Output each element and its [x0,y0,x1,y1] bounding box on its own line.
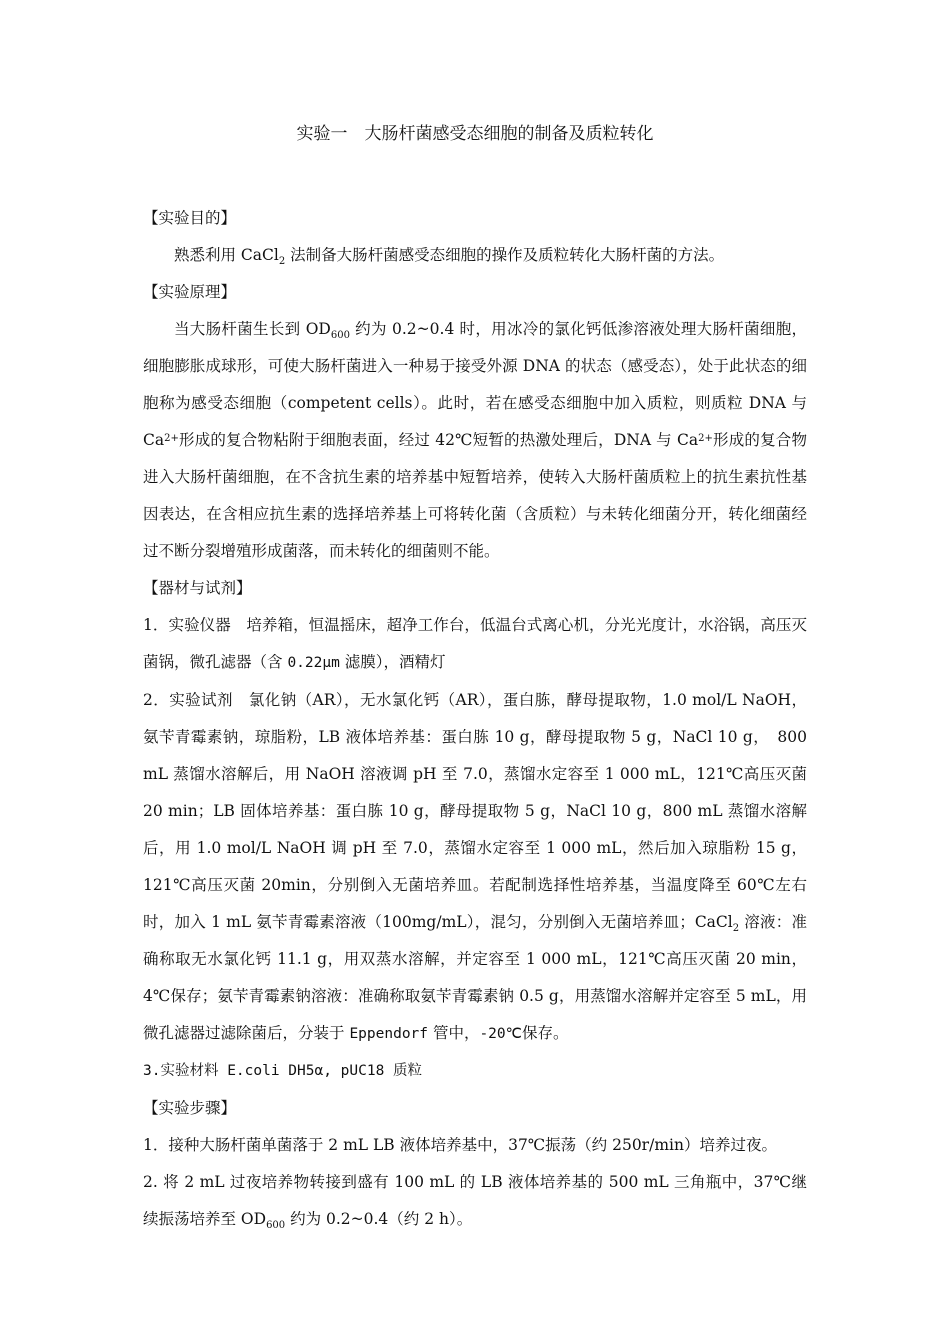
step-2 [143,1164,807,1238]
text-run: Eppendorf [349,1026,429,1042]
materials-item-instruments [143,607,807,682]
principle-paragraph [143,311,807,570]
step-1: 1．接种大肠杆菌单菌落于 2 mL LB 液体培养基中，37℃振荡（约 250r/min）培养过夜。 [143,1136,777,1154]
text-run: 法制备大肠杆菌感受态细胞的操作及质粒转化大肠杆菌的方法。 [285,246,725,264]
materials-item-materials: 3.实验材料 E.coli DH5α, pUC18 质粒 [143,1063,423,1079]
purpose-paragraph [143,237,807,274]
text-run: 溶液：准确称取无水氯化钙 11.1 g，用双蒸水溶解，并定容至 1 000 mL，121℃高压灭菌 20 min，4℃保存；氨苄青霉素钠溶液：准确称取氨苄青霉素钠 0.5 g，用蒸馏水溶解并定容至 5 mL，用微孔滤器过滤除菌后，分装于 [143,913,807,1042]
text-run: 管中， [428,1024,480,1042]
text-run: 保存。 [521,1024,569,1042]
document-title: 实验一 大肠杆菌感受态细胞的制备及质粒转化 [296,124,654,144]
text-run: -20℃ [479,1026,522,1042]
subscript: 600 [266,1220,286,1231]
text-run: 当大肠杆菌生长到 OD [174,320,331,338]
section-heading-purpose: 【实验目的】 [143,209,237,227]
subscript: 2 [278,256,286,267]
text-run: 2. 将 2 mL 过夜培养物转接到盛有 100 mL 的 LB 液体培养基的 500 mL 三角瓶中，37℃继续振荡培养至 OD [143,1173,807,1228]
section-heading-steps: 【实验步骤】 [143,1099,237,1117]
superscript: 2+ [164,433,179,444]
subscript: 600 [330,330,350,341]
text-run: 1．实验仪器 培养箱，恒温摇床，超净工作台，低温台式离心机，分光光度计，水浴锅，高压灭菌锅，微孔滤器（含 [143,616,807,671]
subscript: 2 [732,923,740,934]
text-run: 约为 0.2~0.4（约 2 h）。 [285,1210,473,1228]
materials-item-reagents [143,682,807,1053]
text-run: 0.22μm [287,655,340,671]
section-heading-materials: 【器材与试剂】 [143,579,252,597]
text-run: 2．实验试剂 氯化钠（AR），无水氯化钙（AR），蛋白胨，酵母提取物，1.0 mol/L NaOH，氨苄青霉素钠，琼脂粉，LB 液体培养基：蛋白胨 10 g，酵母提取物 5 g，NaCl 10 g， 800 mL 蒸馏水溶解后，用 NaOH 溶液调 pH 至 7.0，蒸馏水定容至 1 000 mL，121℃高压灭菌 20 min；LB 固体培养基：蛋白胨 10 g，酵母提取物 5 g，NaCl 10 g，800 mL 蒸馏水溶解后，用 1.0 mol/L NaOH 调 pH 至 7.0，蒸馏水定容至 1 000 mL，然后加入琼脂粉 15 g，121℃高压灭菌 20min，分别倒入无菌培养皿。若配制选择性培养基，当温度降至 60℃左右时，加入 1 mL 氨苄青霉素溶液（100mg/mL），混匀，分别倒入无菌培养皿；CaCl [143,691,807,931]
section-heading-principle: 【实验原理】 [143,283,237,301]
text-run: 形成的复合物进入大肠杆菌细胞，在不含抗生素的培养基中短暂培养，使转入大肠杆菌质粒上的抗生素抗性基因表达，在含相应抗生素的选择培养基上可将转化菌（含质粒）与未转化细菌分开，转化细菌经过不断分裂增殖形成菌落，而未转化的细菌则不能。 [143,431,807,560]
text-run: 形成的复合物粘附于细胞表面，经过 42℃短暂的热激处理后，DNA 与 Ca [178,431,699,449]
text-run: 约为 0.2~0.4 时，用冰冷的氯化钙低渗溶液处理大肠杆菌细胞，细胞膨胀成球形，可使大肠杆菌进入一种易于接受外源 DNA 的状态（感受态），处于此状态的细胞称为感受态细胞（competent cells）。此时，若在感受态细胞中加入质粒，则质粒 DNA 与 Ca [143,320,808,449]
text-run: 熟悉利用 CaCl [174,246,279,264]
document-body [143,200,807,1238]
text-run: 滤膜），酒精灯 [339,653,446,671]
superscript: 2+ [698,433,713,444]
